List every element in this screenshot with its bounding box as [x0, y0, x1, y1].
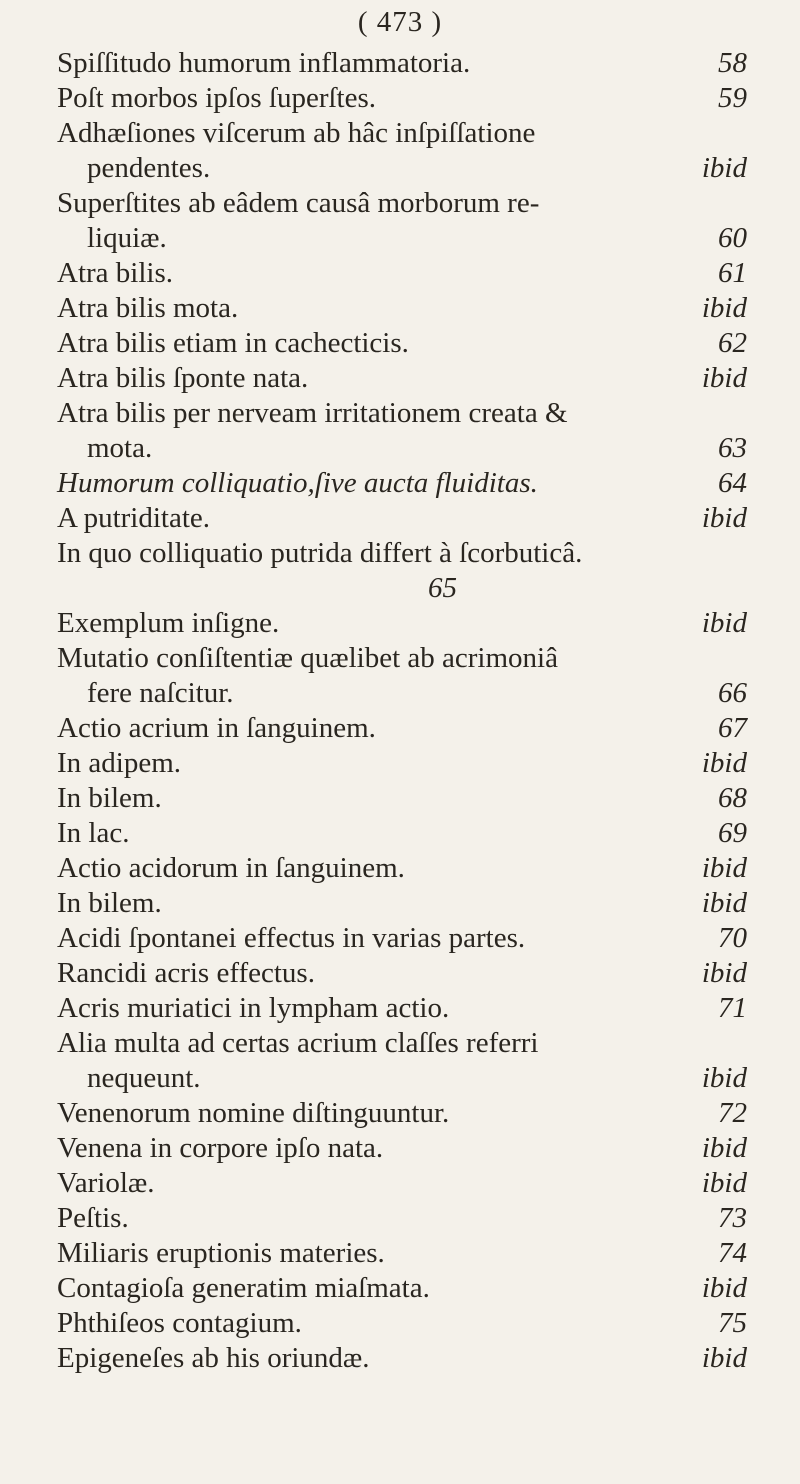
entry-page-ref: 65	[428, 572, 457, 604]
index-entry	[57, 641, 747, 711]
entry-page-ref: 71	[718, 992, 747, 1024]
entry-text: mota.	[87, 432, 153, 464]
index-entry	[57, 1166, 747, 1201]
index-entry	[57, 1131, 747, 1166]
entry-line	[57, 606, 747, 641]
entry-page-ref: 70	[718, 922, 747, 954]
entry-line	[57, 1306, 747, 1341]
index-entry	[57, 1306, 747, 1341]
entry-page-ref: ibid	[701, 747, 747, 779]
entry-page-ref: 61	[718, 257, 747, 289]
entry-text: nequeunt.	[87, 1062, 201, 1094]
entry-page-ref: 72	[718, 1097, 747, 1129]
entry-line	[57, 116, 747, 151]
entry-page-ref: ibid	[701, 1272, 747, 1304]
entry-page-ref: ibid	[701, 1342, 747, 1374]
entry-line	[57, 1131, 747, 1166]
index-entry	[57, 1096, 747, 1131]
entry-text: Epigeneſes ab his oriundæ.	[57, 1342, 370, 1374]
entry-page-ref: ibid	[701, 1167, 747, 1199]
entry-text: Atra bilis ſponte nata.	[57, 362, 309, 394]
entry-line	[57, 326, 747, 361]
entry-line	[57, 431, 747, 466]
entry-line	[57, 536, 747, 571]
entry-line	[57, 361, 747, 396]
entry-line	[57, 711, 747, 746]
entry-text: Atra bilis.	[57, 257, 173, 289]
index-entry	[57, 851, 747, 886]
index-entry	[57, 116, 747, 186]
entry-text: In quo colliquatio putrida differt à ſcorbuticâ.	[57, 537, 583, 569]
index-entry	[57, 501, 747, 536]
entry-line	[57, 221, 747, 256]
entry-page-ref: ibid	[701, 852, 747, 884]
entry-page-ref: ibid	[701, 607, 747, 639]
index-entry	[57, 1201, 747, 1236]
index-entry	[57, 1236, 747, 1271]
entry-page-ref: 68	[718, 782, 747, 814]
entry-line	[57, 781, 747, 816]
entry-line	[57, 921, 747, 956]
entry-text: fere naſcitur.	[87, 677, 234, 709]
entry-line	[57, 46, 747, 81]
entry-text: Venena in corpore ipſo nata.	[57, 1132, 384, 1164]
entry-page-ref: 69	[718, 817, 747, 849]
index-entry	[57, 781, 747, 816]
entry-line	[57, 1096, 747, 1131]
entry-text: A putriditate.	[57, 502, 211, 534]
index-entry	[57, 886, 747, 921]
entry-page-ref: 75	[718, 1307, 747, 1339]
entry-line	[57, 396, 747, 431]
index-entry	[57, 466, 747, 501]
index-entry	[57, 46, 747, 81]
entry-line	[57, 816, 747, 851]
entry-text: pendentes.	[87, 152, 211, 184]
entry-page-ref: ibid	[701, 957, 747, 989]
entry-line	[57, 291, 747, 326]
index-entry	[57, 291, 747, 326]
entry-line	[57, 501, 747, 536]
index-entry	[57, 746, 747, 781]
entry-text: Spiſſitudo humorum inflammatoria.	[57, 47, 471, 79]
entry-text: Actio acidorum in ſanguinem.	[57, 852, 405, 884]
entry-line	[57, 1166, 747, 1201]
entry-text: In adipem.	[57, 747, 182, 779]
entry-page-ref: ibid	[701, 1132, 747, 1164]
index-entry	[57, 396, 747, 466]
entry-line	[57, 991, 747, 1026]
entry-text: Humorum colliquatio,ſive aucta fluiditas.	[57, 467, 538, 499]
index-entry	[57, 711, 747, 746]
entry-page-ref: ibid	[701, 292, 747, 324]
entry-line	[57, 1201, 747, 1236]
entry-line	[57, 956, 747, 991]
entry-line	[57, 676, 747, 711]
entry-line	[57, 466, 747, 501]
entry-text: Exemplum inſigne.	[57, 607, 280, 639]
entry-text: Superſtites ab eâdem causâ morborum re-	[57, 187, 540, 219]
entry-line	[57, 851, 747, 886]
entry-line	[57, 1026, 747, 1061]
entry-line	[57, 1061, 747, 1096]
entry-text: Rancidi acris effectus.	[57, 957, 315, 989]
entry-page-ref: ibid	[701, 1062, 747, 1094]
entry-page-ref: 62	[718, 327, 747, 359]
index-list	[57, 46, 747, 1376]
entry-text: In lac.	[57, 817, 130, 849]
entry-text: Atra bilis mota.	[57, 292, 239, 324]
entry-text: Acidi ſpontanei effectus in varias partes.	[57, 922, 526, 954]
entry-text: Actio acrium in ſanguinem.	[57, 712, 376, 744]
entry-text: Phthiſeos contagium.	[57, 1307, 302, 1339]
index-entry	[57, 1341, 747, 1376]
entry-line	[57, 1236, 747, 1271]
entry-page-ref: ibid	[701, 502, 747, 534]
index-entry	[57, 326, 747, 361]
entry-text: In bilem.	[57, 887, 162, 919]
entry-text: Acris muriatici in lympham actio.	[57, 992, 450, 1024]
entry-line	[57, 81, 747, 116]
entry-page-ref: 60	[718, 222, 747, 254]
entry-line	[57, 1271, 747, 1306]
index-entry	[57, 536, 747, 606]
entry-page-ref: 66	[718, 677, 747, 709]
entry-page-ref: 73	[718, 1202, 747, 1234]
entry-text: Alia multa ad certas acrium claſſes referri	[57, 1027, 539, 1059]
entry-page-ref: 74	[718, 1237, 747, 1269]
entry-line	[57, 746, 747, 781]
entry-line	[57, 151, 747, 186]
entry-text: liquiæ.	[87, 222, 167, 254]
index-entry	[57, 256, 747, 291]
entry-line	[57, 886, 747, 921]
entry-line	[57, 571, 747, 606]
index-entry	[57, 991, 747, 1026]
entry-page-ref: 64	[718, 467, 747, 499]
entry-text: In bilem.	[57, 782, 162, 814]
index-entry	[57, 1026, 747, 1096]
entry-text: Adhæſiones viſcerum ab hâc inſpiſſatione	[57, 117, 536, 149]
entry-page-ref: 58	[718, 47, 747, 79]
entry-page-ref: ibid	[701, 887, 747, 919]
entry-text: Venenorum nomine diſtinguuntur.	[57, 1097, 450, 1129]
index-entry	[57, 816, 747, 851]
entry-text: Miliaris eruptionis materies.	[57, 1237, 385, 1269]
entry-line	[57, 186, 747, 221]
entry-page-ref: 63	[718, 432, 747, 464]
index-entry	[57, 921, 747, 956]
entry-text: Contagioſa generatim miaſmata.	[57, 1272, 430, 1304]
index-entry	[57, 186, 747, 256]
entry-line	[57, 1341, 747, 1376]
entry-line	[57, 641, 747, 676]
index-entry	[57, 1271, 747, 1306]
entry-text: Variolæ.	[57, 1167, 155, 1199]
entry-text: Peſtis.	[57, 1202, 129, 1234]
entry-page-ref: 67	[718, 712, 747, 744]
entry-page-ref: ibid	[701, 362, 747, 394]
entry-text: Mutatio conſiſtentiæ quælibet ab acrimoniâ	[57, 642, 558, 674]
index-entry	[57, 956, 747, 991]
page-number-header: ( 473 )	[357, 6, 443, 38]
entry-text: Atra bilis etiam in cachecticis.	[57, 327, 409, 359]
entry-text: Atra bilis per nerveam irritationem creata &	[57, 397, 568, 429]
index-entry	[57, 81, 747, 116]
index-entry	[57, 606, 747, 641]
entry-line	[57, 256, 747, 291]
index-entry	[57, 361, 747, 396]
entry-page-ref: 59	[718, 82, 747, 114]
entry-text: Poſt morbos ipſos ſuperſtes.	[57, 82, 376, 114]
entry-page-ref: ibid	[701, 152, 747, 184]
